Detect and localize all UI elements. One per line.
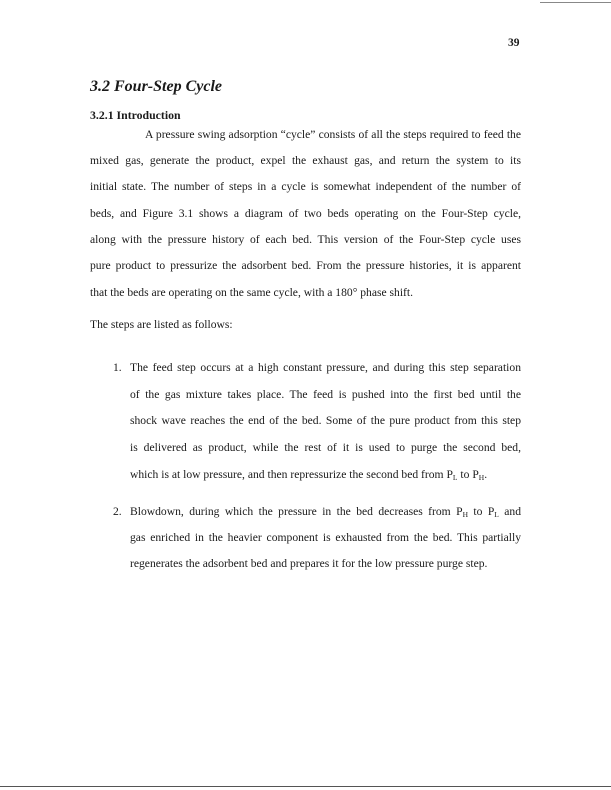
- subscript: L: [452, 473, 458, 482]
- text: .: [484, 468, 488, 481]
- step-line: of the gas mixture takes place. The feed is pushed into the first bed until the: [130, 388, 521, 401]
- text: Blowdown, during which the pressure in the bed decreases from P: [130, 505, 463, 518]
- paragraph-line: along with the pressure history of each bed. This version of the Four-Step cycle uses: [90, 233, 521, 246]
- subscript: L: [494, 510, 499, 519]
- step-line: [130, 468, 487, 485]
- section-heading: 3.2 Four-Step Cycle: [90, 78, 222, 95]
- paragraph-line: beds, and Figure 3.1 shows a diagram of two beds operating on the Four-Step cycle,: [90, 207, 521, 220]
- text: and: [498, 505, 522, 518]
- paragraph-line: initial state. The number of steps in a cycle is somewhat independent of the number of: [90, 180, 521, 193]
- step-number: 1.: [113, 361, 122, 374]
- step-line: is delivered as product, while the rest of it is used to purge the second bed,: [130, 441, 521, 454]
- step-line: The feed step occurs at a high constant pressure, and during this step separation: [130, 361, 521, 374]
- subscript: H: [478, 473, 485, 482]
- paragraph-line: pure product to pressurize the adsorbent bed. From the pressure histories, it is apparent: [90, 259, 521, 272]
- step-line: regenerates the adsorbent bed and prepares it for the low pressure purge step.: [130, 557, 488, 570]
- steps-intro: The steps are listed as follows:: [90, 318, 233, 331]
- text: to P: [457, 468, 479, 481]
- step-line: shock wave reaches the end of the bed. Some of the pure product from this step: [130, 414, 521, 427]
- step-line: gas enriched in the heavier component is exhausted from the bed. This partially: [130, 531, 521, 544]
- paragraph-line: mixed gas, generate the product, expel the exhaust gas, and return the system to its: [90, 154, 521, 167]
- page-number: 39: [508, 37, 520, 49]
- subscript: H: [462, 510, 468, 519]
- paragraph-line: A pressure swing adsorption “cycle” consists of all the steps required to feed the: [145, 128, 521, 141]
- scan-border-top: [540, 2, 611, 3]
- paragraph-line: that the beds are operating on the same cycle, with a 180° phase shift.: [90, 286, 414, 299]
- step-line: [130, 505, 521, 522]
- text: which is at low pressure, and then repressurize the second bed from P: [130, 468, 453, 481]
- text: to P: [467, 505, 495, 518]
- step-number: 2.: [113, 505, 122, 518]
- scan-border-bottom: [0, 786, 611, 787]
- subsection-heading: 3.2.1 Introduction: [90, 108, 181, 122]
